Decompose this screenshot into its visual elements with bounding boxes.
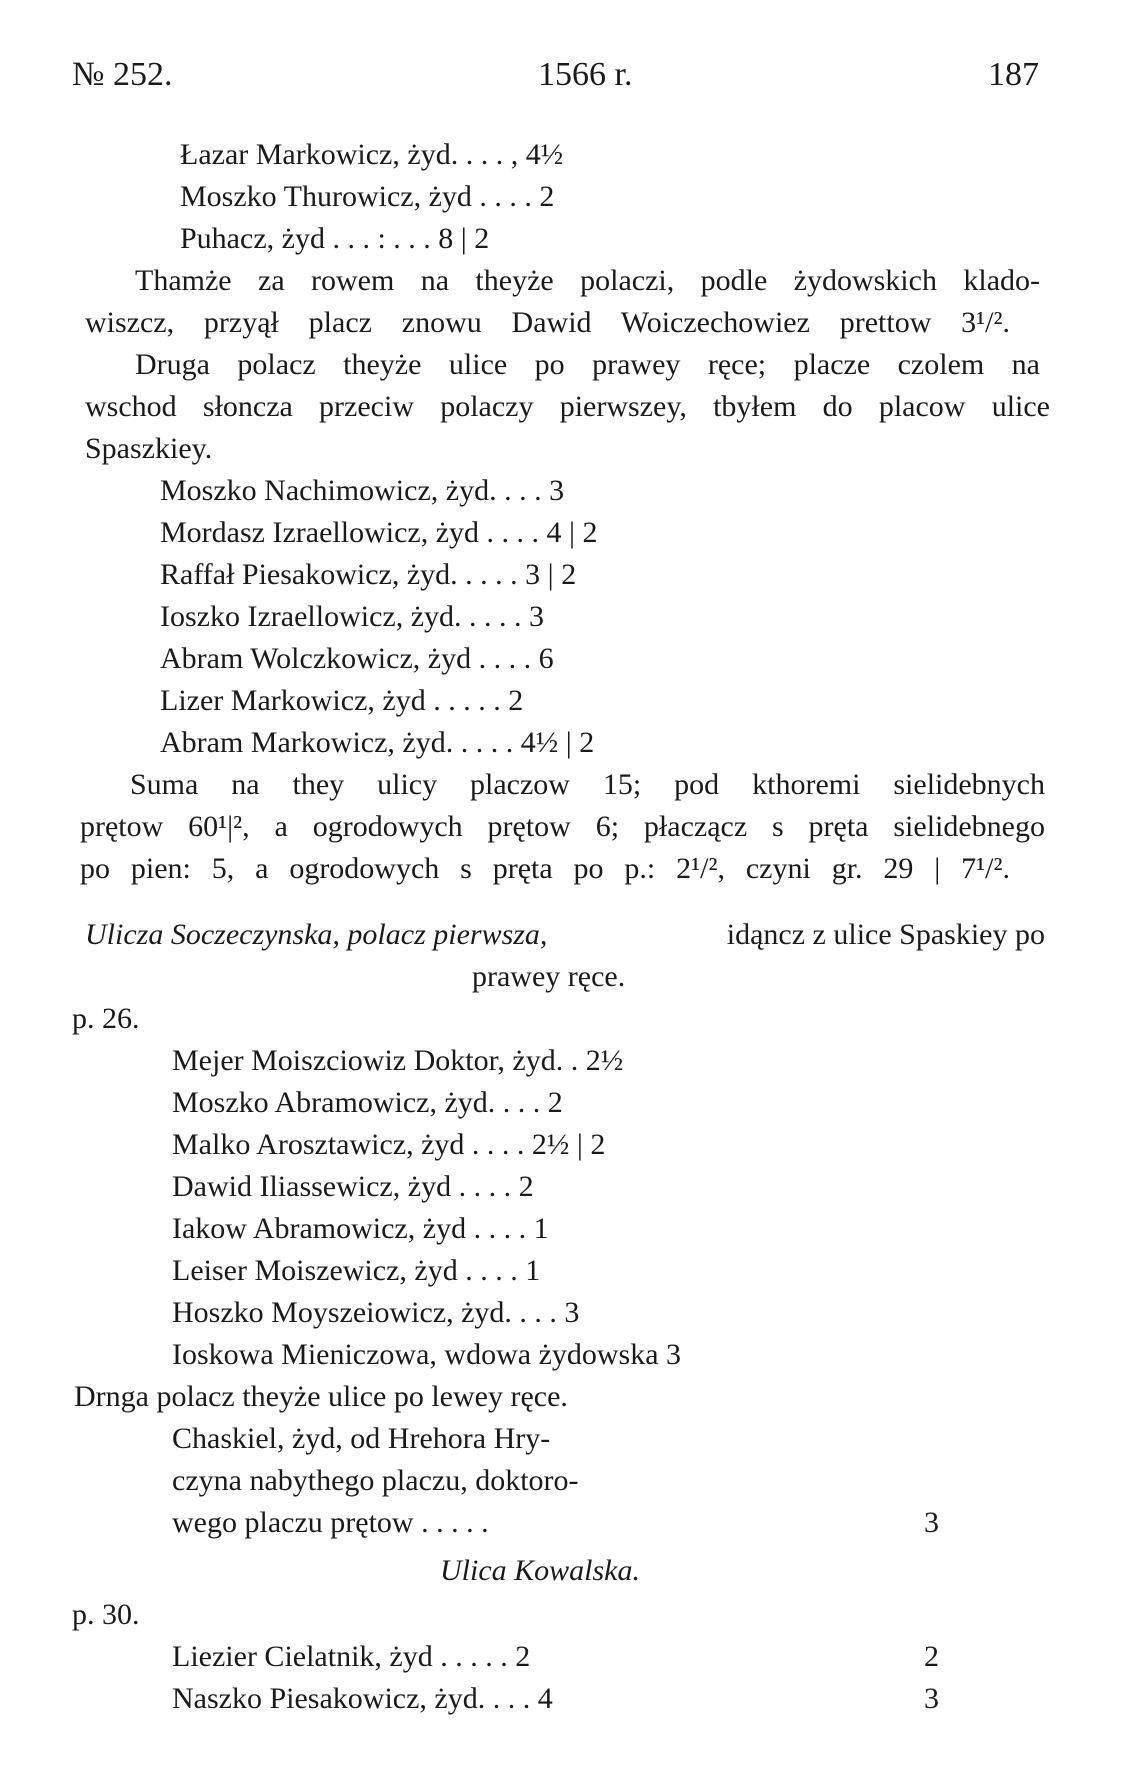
text-line: Ioszko Izraellowicz, żyd. . . . . 3 (160, 600, 545, 633)
text-line: Raffał Piesakowicz, żyd. . . . . 3 | 2 (160, 558, 577, 591)
text-line: Druga polacz theyże ulice po prawey ręce; placze czolem na (135, 348, 1040, 381)
text-line: Thamże za rowem na theyże polaczi, podle żydowskich klado- (135, 264, 1040, 297)
value-cell: 2 (924, 1640, 939, 1673)
text-line: Chaskiel, żyd, od Hrehora Hry- (172, 1422, 551, 1455)
value-cell: 3 (924, 1682, 939, 1715)
page-ref: p. 26. (72, 1002, 140, 1035)
document-year: 1566 r. (538, 56, 633, 93)
text-line: Puhacz, żyd . . . : . . . 8 | 2 (180, 222, 490, 255)
text-line: Dawid Iliassewicz, żyd . . . . 2 (172, 1170, 534, 1203)
text-line: Ioskowa Mieniczowa, wdowa żydowska 3 (172, 1338, 682, 1371)
text-line: Moszko Abramowicz, żyd. . . . 2 (172, 1086, 563, 1119)
page-number: 187 (988, 56, 1039, 93)
text-line: Naszko Piesakowicz, żyd. . . . 4 (172, 1682, 553, 1715)
street-heading: Ulica Kowalska. (440, 1554, 640, 1587)
text-line: Hoszko Moyszeiowicz, żyd. . . . 3 (172, 1296, 580, 1329)
page-ref: p. 30. (72, 1598, 140, 1631)
text-line: Lizer Markowicz, żyd . . . . . 2 (160, 684, 524, 717)
text-line: wschod słoncza przeciw polaczy pierwszey, tbyłem do placow ulice (85, 390, 1050, 423)
text-line: Iakow Abramowicz, żyd . . . . 1 (172, 1212, 549, 1245)
text-line: Drnga polacz theyże ulice po lewey ręce. (74, 1380, 568, 1413)
text-line (85, 920, 1045, 950)
text-line: prawey ręce. (472, 960, 626, 993)
text-line: po pien: 5, a ogrodowych s pręta po p.: 2¹/², czyni gr. 29 | 7¹/². (80, 852, 1010, 885)
text-line: Spaszkiey. (85, 432, 213, 465)
text-line: Abram Wolczkowicz, żyd . . . . 6 (160, 642, 554, 675)
text-line: Abram Markowicz, żyd. . . . . 4½ | 2 (160, 726, 595, 759)
text-line: Leiser Moiszewicz, żyd . . . . 1 (172, 1254, 541, 1287)
text-line: Moszko Thurowicz, żyd . . . . 2 (180, 180, 555, 213)
street-heading: Ulicza Soczeczynska, polacz pierwsza, (85, 918, 548, 951)
text-line: Łazar Markowicz, żyd. . . . , 4½ (180, 138, 564, 171)
text-line: czyna nabythego placzu, doktoro- (172, 1464, 579, 1497)
text-line: Moszko Nachimowicz, żyd. . . . 3 (160, 474, 565, 507)
text-line: Malko Arosztawicz, żyd . . . . 2½ | 2 (172, 1128, 606, 1161)
text-line: Liezier Cielatnik, żyd . . . . . 2 (172, 1640, 531, 1673)
text-line: wiszcz, przyął placz znowu Dawid Woiczechowiez prettow 3¹/². (85, 306, 1010, 339)
text-line: Suma na they ulicy placzow 15; pod kthoremi sielidebnych (130, 768, 1045, 801)
text-fragment: idąncz z ulice Spaskiey po (726, 918, 1045, 951)
text-line: Mordasz Izraellowicz, żyd . . . . 4 | 2 (160, 516, 598, 549)
text-line: wego placzu prętow . . . . . (172, 1506, 489, 1539)
text-line: Mejer Moiszciowiz Doktor, żyd. . 2½ (172, 1044, 624, 1077)
value-cell: 3 (924, 1506, 939, 1539)
document-number: № 252. (72, 56, 173, 93)
text-line: prętow 60¹|², a ogrodowych prętow 6; płaczącz s pręta sielidebnego (80, 810, 1045, 843)
